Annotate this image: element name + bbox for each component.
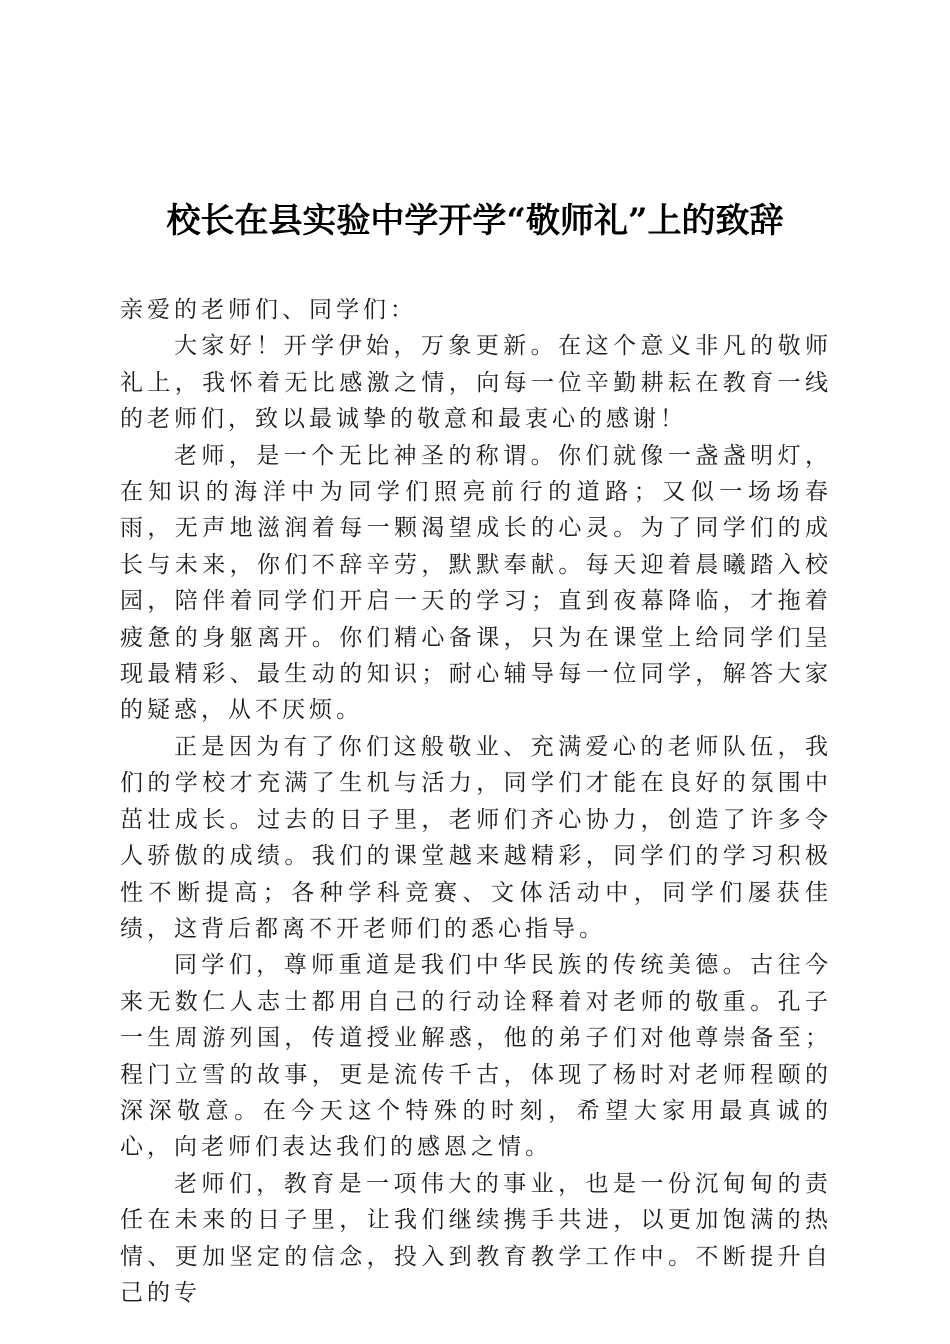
salutation: 亲爱的老师们、同学们： [120,297,417,323]
paragraph-future: 老师们，教育是一项伟大的事业，也是一份沉甸甸的责任在未来的日子里，让我们继续携手共进，以更加饱满的热情、更加坚定的信念，投入到教育教学工作中。不断提升自己的专 [120,1170,832,1306]
document-body [120,292,832,1311]
paragraph-respect: 同学们，尊师重道是我们中华民族的传统美德。古往今来无数仁人志士都用自己的行动诠释着对老师的敬重。孔子一生周游列国，传道授业解惑，他的弟子们对他尊崇备至；程门立雪的故事，更是流传千古，体现了杨时对老师程颐的深深敬意。在今天这个特殊的时刻，希望大家用最真诚的心，向老师们表达我们的感恩之情。 [120,952,832,1161]
paragraph-teachers: 老师，是一个无比神圣的称谓。你们就像一盏盏明灯，在知识的海洋中为同学们照亮前行的道路；又似一场场春雨，无声地滋润着每一颗渴望成长的心灵。为了同学们的成长与未来，你们不辞辛劳，默默奉献。每天迎着晨曦踏入校园，陪伴着同学们开启一天的学习；直到夜幕降临，才拖着疲惫的身躯离开。你们精心备课，只为在课堂上给同学们呈现最精彩、最生动的知识；耐心辅导每一位同学，解答大家的疑惑，从不厌烦。 [120,442,832,724]
document-title: 校长在县实验中学开学“敬师礼”上的致辞 [166,201,784,241]
paragraph-achievements: 正是因为有了你们这般敬业、充满爱心的老师队伍，我们的学校才充满了生机与活力，同学们才能在良好的氛围中茁壮成长。过去的日子里，老师们齐心协力，创造了许多令人骄傲的成绩。我们的课堂越来越精彩，同学们的学习积极性不断提高；各种学科竞赛、文体活动中，同学们屡获佳绩，这背后都离不开老师们的悉心指导。 [120,733,832,942]
paragraph-greeting: 大家好！开学伊始，万象更新。在这个意义非凡的敬师礼上，我怀着无比感激之情，向每一位辛勤耕耘在教育一线的老师们，致以最诚挚的敬意和最衷心的感谢！ [120,333,832,433]
